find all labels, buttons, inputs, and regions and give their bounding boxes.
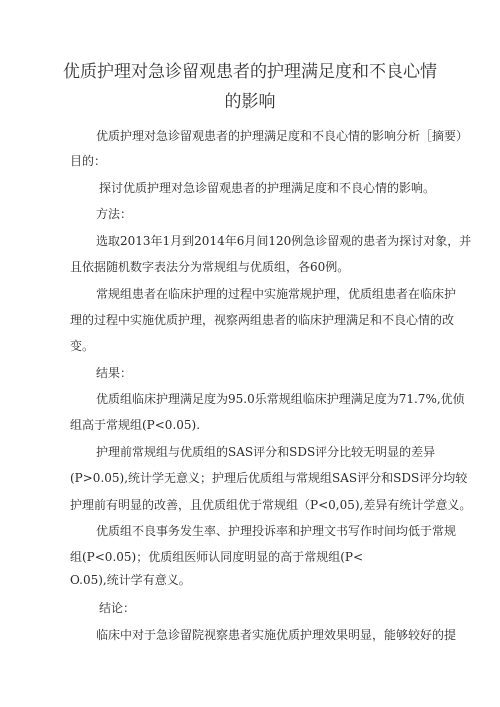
section-label-results: 结果： xyxy=(96,366,133,380)
methods-text-line-3: 常规组患者在临床护理的过程中实施常规护理，优质组患者在临床护 xyxy=(96,287,457,301)
results-text-line-2: 组高于常规组(P<0.05). xyxy=(70,418,201,432)
section-label-methods: 方法： xyxy=(96,207,133,221)
results-text-line-6: 优质组不良事务发生率、护理投诉率和护理文书写作时间均低于常规 xyxy=(96,524,457,538)
purpose-text: 探讨优质护理对急诊留观患者的护理满足度和不良心情的影响。 xyxy=(99,181,436,195)
results-text-line-8: O.05),统计学有意义。 xyxy=(70,573,191,587)
methods-text-line-2: 且依据随机数字表法分为常规组与优质组，各60例。 xyxy=(70,260,350,274)
results-text-line-4: (P>0.05),统计学无意义；护理后优质组与常规组SAS评分和SDS评分均较 xyxy=(70,471,468,485)
conclusion-text-line-1: 临床中对于急诊留院视察患者实施优质护理效果明显，能够较好的提 xyxy=(96,628,457,642)
methods-text-line-1: 选取2013年1月到2014年6月间120例急诊留观的患者为探讨对象，并 xyxy=(96,234,472,248)
document-title-line-1: 优质护理对急诊留观患者的护理满足度和不良心情 xyxy=(63,62,437,82)
results-text-line-1: 优质组临床护理满足度为95.0乐常规组临床护理满足度为71.7%,优侦 xyxy=(96,392,465,406)
methods-text-line-5: 变。 xyxy=(70,339,95,353)
section-label-conclusion: 结论： xyxy=(99,601,136,615)
abstract-heading-line: 优质护理对急诊留观患者的护理满足度和不良心情的影响分析［摘要） xyxy=(96,129,469,143)
document-title-line-2: 的影响 xyxy=(224,92,276,112)
results-text-line-3: 护理前常规组与优质组的SAS评分和SDS评分比较无明显的差异 xyxy=(96,445,436,459)
results-text-line-7: 组(P<0.05)；优质组医师认同度明显的高于常规组(P< xyxy=(70,550,364,564)
results-text-line-5: 护理前有明显的改善，且优质组优于常规组（P<0,05),差异有统计学意义。 xyxy=(70,498,472,512)
section-label-purpose: 目的： xyxy=(70,154,107,168)
methods-text-line-4: 理的过程中实施优质护理，视察两组患者的临床护理满足和不良心情的改 xyxy=(70,313,455,327)
